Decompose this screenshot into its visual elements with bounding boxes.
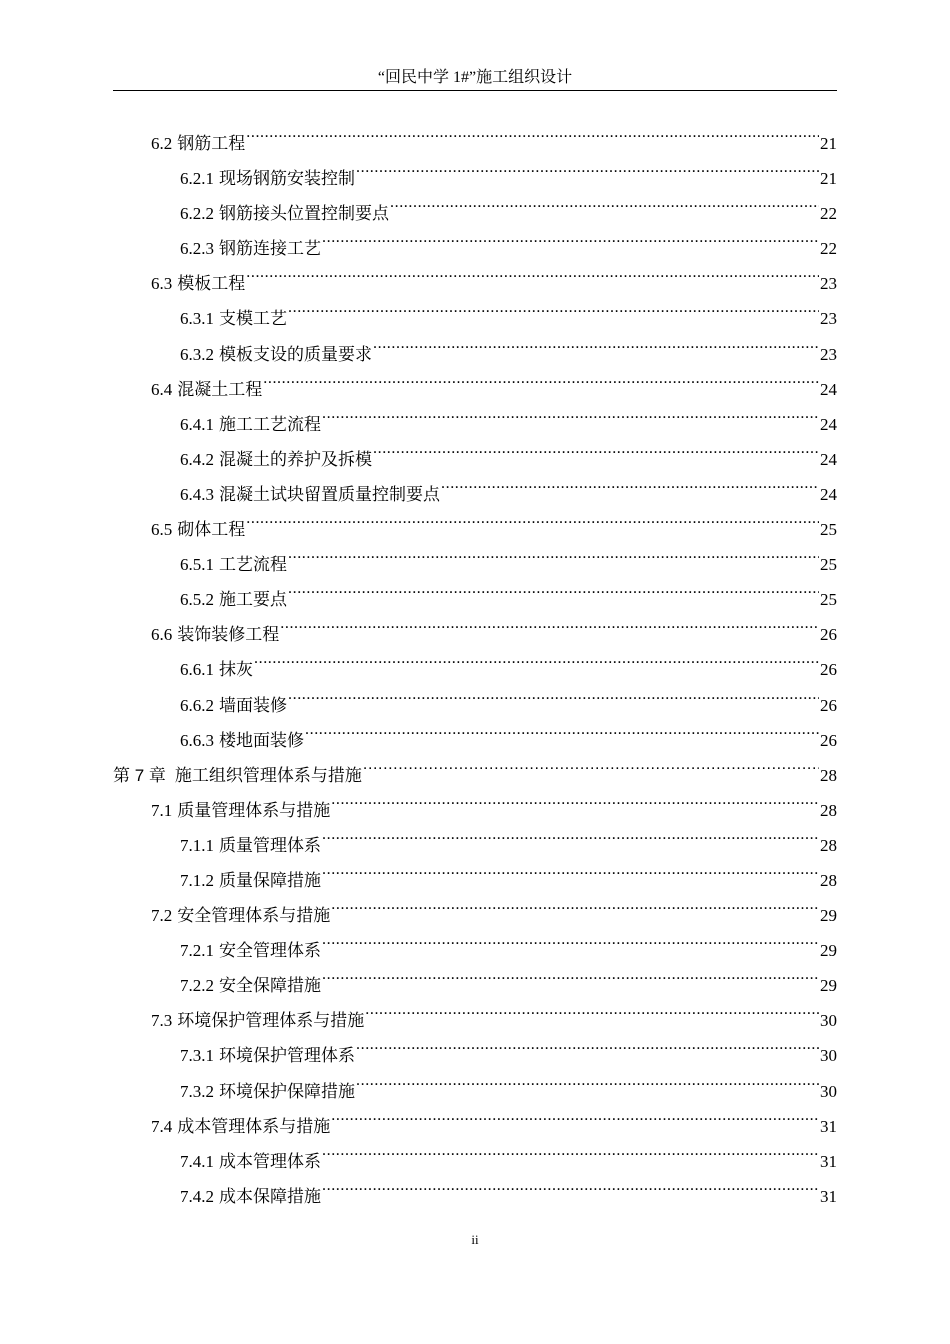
toc-entry-title: 环境保护保障措施 bbox=[219, 1081, 355, 1101]
toc-entry-title: 砌体工程 bbox=[177, 520, 246, 540]
toc-entry-page: 29 bbox=[820, 941, 837, 961]
toc-entry-title: 墙面装修 bbox=[219, 695, 287, 715]
toc-entry-number: 6.4.2 bbox=[180, 449, 214, 469]
toc-entry-page: 21 bbox=[820, 169, 837, 189]
dot-leader bbox=[331, 1097, 819, 1132]
toc-entry-page: 24 bbox=[820, 414, 837, 434]
toc-entry-page: 22 bbox=[820, 204, 837, 224]
toc-entry-title: 混凝土的养护及拆模 bbox=[219, 449, 372, 469]
toc-entry-number: 6.3.2 bbox=[180, 344, 214, 364]
toc-entry-page: 26 bbox=[820, 695, 837, 715]
toc-entry-title: 钢筋连接工艺 bbox=[219, 239, 321, 259]
toc-entry-title: 抹灰 bbox=[219, 660, 253, 680]
dot-leader bbox=[373, 430, 819, 465]
dot-leader bbox=[322, 395, 819, 430]
toc-entry-page: 31 bbox=[820, 1186, 837, 1206]
toc-entry-number: 6.6.2 bbox=[180, 695, 214, 715]
toc-entry-number: 6.5.1 bbox=[180, 555, 214, 575]
toc-entry-page: 23 bbox=[820, 274, 837, 294]
toc-section-entry[interactable] bbox=[113, 114, 837, 153]
toc-entry-title: 安全管理体系与措施 bbox=[177, 906, 331, 926]
dot-leader bbox=[356, 1062, 819, 1097]
toc-entry-number: 7.3.1 bbox=[180, 1046, 214, 1066]
toc-entry-page: 31 bbox=[820, 1151, 837, 1171]
dot-leader bbox=[322, 1167, 819, 1202]
toc-entry-title: 成本管理体系 bbox=[219, 1151, 321, 1171]
dot-leader bbox=[288, 289, 819, 324]
dot-leader bbox=[322, 851, 819, 886]
toc-entry-number: 6.6 bbox=[151, 625, 173, 645]
toc-entry-page: 23 bbox=[820, 344, 837, 364]
toc-entry-number: 7.1.1 bbox=[180, 835, 214, 855]
dot-leader bbox=[288, 535, 819, 570]
toc-entry-page: 25 bbox=[820, 520, 837, 540]
dot-leader bbox=[331, 886, 819, 921]
toc-entry-title: 模板支设的质量要求 bbox=[219, 344, 372, 364]
dot-leader bbox=[441, 465, 819, 500]
toc-entry-page: 24 bbox=[820, 484, 837, 504]
dot-leader bbox=[322, 1132, 819, 1167]
toc-entry-title: 安全保障措施 bbox=[219, 976, 321, 996]
toc-entry-page: 28 bbox=[820, 800, 837, 820]
toc-entry-page: 28 bbox=[820, 765, 837, 785]
toc-entry-title: 质量保障措施 bbox=[219, 870, 321, 890]
toc-entry-page: 26 bbox=[820, 730, 837, 750]
toc-entry-number: 7.4.2 bbox=[180, 1186, 214, 1206]
dot-leader bbox=[331, 781, 819, 816]
dot-leader bbox=[365, 991, 819, 1026]
dot-leader bbox=[305, 711, 819, 746]
toc-entry-page: 28 bbox=[820, 835, 837, 855]
toc-entry-page: 21 bbox=[820, 134, 837, 153]
toc-entry-page: 29 bbox=[820, 906, 837, 926]
toc-entry-number: 7.1 bbox=[151, 800, 173, 820]
toc-entry-title: 质量管理体系与措施 bbox=[177, 800, 331, 820]
toc-entry-page: 29 bbox=[820, 976, 837, 996]
toc-entry-number: 6.2.1 bbox=[180, 169, 214, 189]
header-divider bbox=[113, 90, 837, 91]
table-of-contents bbox=[113, 114, 837, 1206]
toc-entry-number: 7.2 bbox=[151, 906, 173, 926]
toc-entry-number: 7.4.1 bbox=[180, 1151, 214, 1171]
dot-leader bbox=[356, 1026, 819, 1061]
toc-entry-number: 6.4.1 bbox=[180, 414, 214, 434]
toc-entry-number: 7.4 bbox=[151, 1116, 173, 1136]
dot-leader bbox=[363, 746, 819, 781]
toc-entry-number: 6.2 bbox=[151, 134, 173, 153]
toc-entry-title: 混凝土试块留置质量控制要点 bbox=[219, 484, 440, 504]
toc-entry-number: 7.3 bbox=[151, 1011, 173, 1031]
toc-entry-page: 25 bbox=[820, 590, 837, 610]
toc-entry-title: 施工工艺流程 bbox=[219, 414, 321, 434]
toc-entry-number: 第 7 章 bbox=[113, 765, 166, 785]
toc-entry-title: 楼地面装修 bbox=[219, 730, 304, 750]
dot-leader bbox=[322, 219, 819, 254]
dot-leader bbox=[373, 325, 819, 360]
toc-entry-number: 6.3 bbox=[151, 274, 173, 294]
toc-entry-title: 质量管理体系 bbox=[219, 835, 321, 855]
toc-entry-title: 模板工程 bbox=[177, 274, 246, 294]
toc-entry-number: 6.5.2 bbox=[180, 590, 214, 610]
toc-entry-number: 6.6.1 bbox=[180, 660, 214, 680]
toc-entry-page: 30 bbox=[820, 1046, 837, 1066]
toc-entry-page: 23 bbox=[820, 309, 837, 329]
toc-entry-title: 成本管理体系与措施 bbox=[177, 1116, 331, 1136]
dot-leader bbox=[288, 570, 819, 605]
toc-entry-title: 施工要点 bbox=[219, 590, 287, 610]
toc-entry-title: 钢筋接头位置控制要点 bbox=[219, 204, 389, 224]
toc-entry-number: 7.2.2 bbox=[180, 976, 214, 996]
dot-leader bbox=[322, 921, 819, 956]
toc-entry-number: 6.4.3 bbox=[180, 484, 214, 504]
toc-entry-title: 支模工艺 bbox=[219, 309, 287, 329]
toc-entry-title: 成本保障措施 bbox=[219, 1186, 321, 1206]
page-header-title: “回民中学 1#”施工组织设计 bbox=[377, 69, 573, 86]
toc-entry-page: 28 bbox=[820, 870, 837, 890]
toc-entry-page: 30 bbox=[820, 1081, 837, 1101]
toc-entry-page: 24 bbox=[820, 379, 837, 399]
dot-leader bbox=[288, 676, 819, 711]
page-number: ii bbox=[471, 1232, 479, 1247]
toc-entry-number: 7.2.1 bbox=[180, 941, 214, 961]
toc-entry-page: 24 bbox=[820, 449, 837, 469]
toc-entry-page: 26 bbox=[820, 660, 837, 680]
toc-entry-title: 现场钢筋安装控制 bbox=[219, 169, 355, 189]
toc-entry-number: 6.5 bbox=[151, 520, 173, 540]
toc-entry-number: 7.1.2 bbox=[180, 870, 214, 890]
dot-leader bbox=[390, 184, 819, 219]
dot-leader bbox=[246, 114, 819, 149]
toc-entry-number: 6.3.1 bbox=[180, 309, 214, 329]
toc-entry-title: 施工组织管理体系与措施 bbox=[174, 765, 362, 785]
dot-leader bbox=[263, 360, 819, 395]
toc-entry-number: 6.6.3 bbox=[180, 730, 214, 750]
toc-entry-title: 混凝土工程 bbox=[177, 379, 263, 399]
toc-entry-page: 25 bbox=[820, 555, 837, 575]
toc-entry-page: 26 bbox=[820, 625, 837, 645]
toc-entry-title: 钢筋工程 bbox=[177, 134, 246, 153]
toc-entry-title: 安全管理体系 bbox=[219, 941, 321, 961]
toc-entry-title: 环境保护管理体系与措施 bbox=[177, 1011, 365, 1031]
dot-leader bbox=[280, 605, 819, 640]
toc-entry-title: 工艺流程 bbox=[219, 555, 287, 575]
toc-entry-title: 装饰装修工程 bbox=[177, 625, 280, 645]
toc-entry-page: 22 bbox=[820, 239, 837, 259]
dot-leader bbox=[322, 816, 819, 851]
dot-leader bbox=[246, 254, 819, 289]
dot-leader bbox=[254, 640, 819, 675]
toc-entry-page: 30 bbox=[820, 1011, 837, 1031]
toc-entry-number: 6.2.2 bbox=[180, 204, 214, 224]
toc-entry-title: 环境保护管理体系 bbox=[219, 1046, 355, 1066]
toc-entry-page: 31 bbox=[820, 1116, 837, 1136]
toc-entry-number: 7.3.2 bbox=[180, 1081, 214, 1101]
dot-leader bbox=[356, 149, 819, 184]
dot-leader bbox=[246, 500, 819, 535]
toc-entry-number: 6.4 bbox=[151, 379, 173, 399]
dot-leader bbox=[322, 956, 819, 991]
toc-entry-number: 6.2.3 bbox=[180, 239, 214, 259]
